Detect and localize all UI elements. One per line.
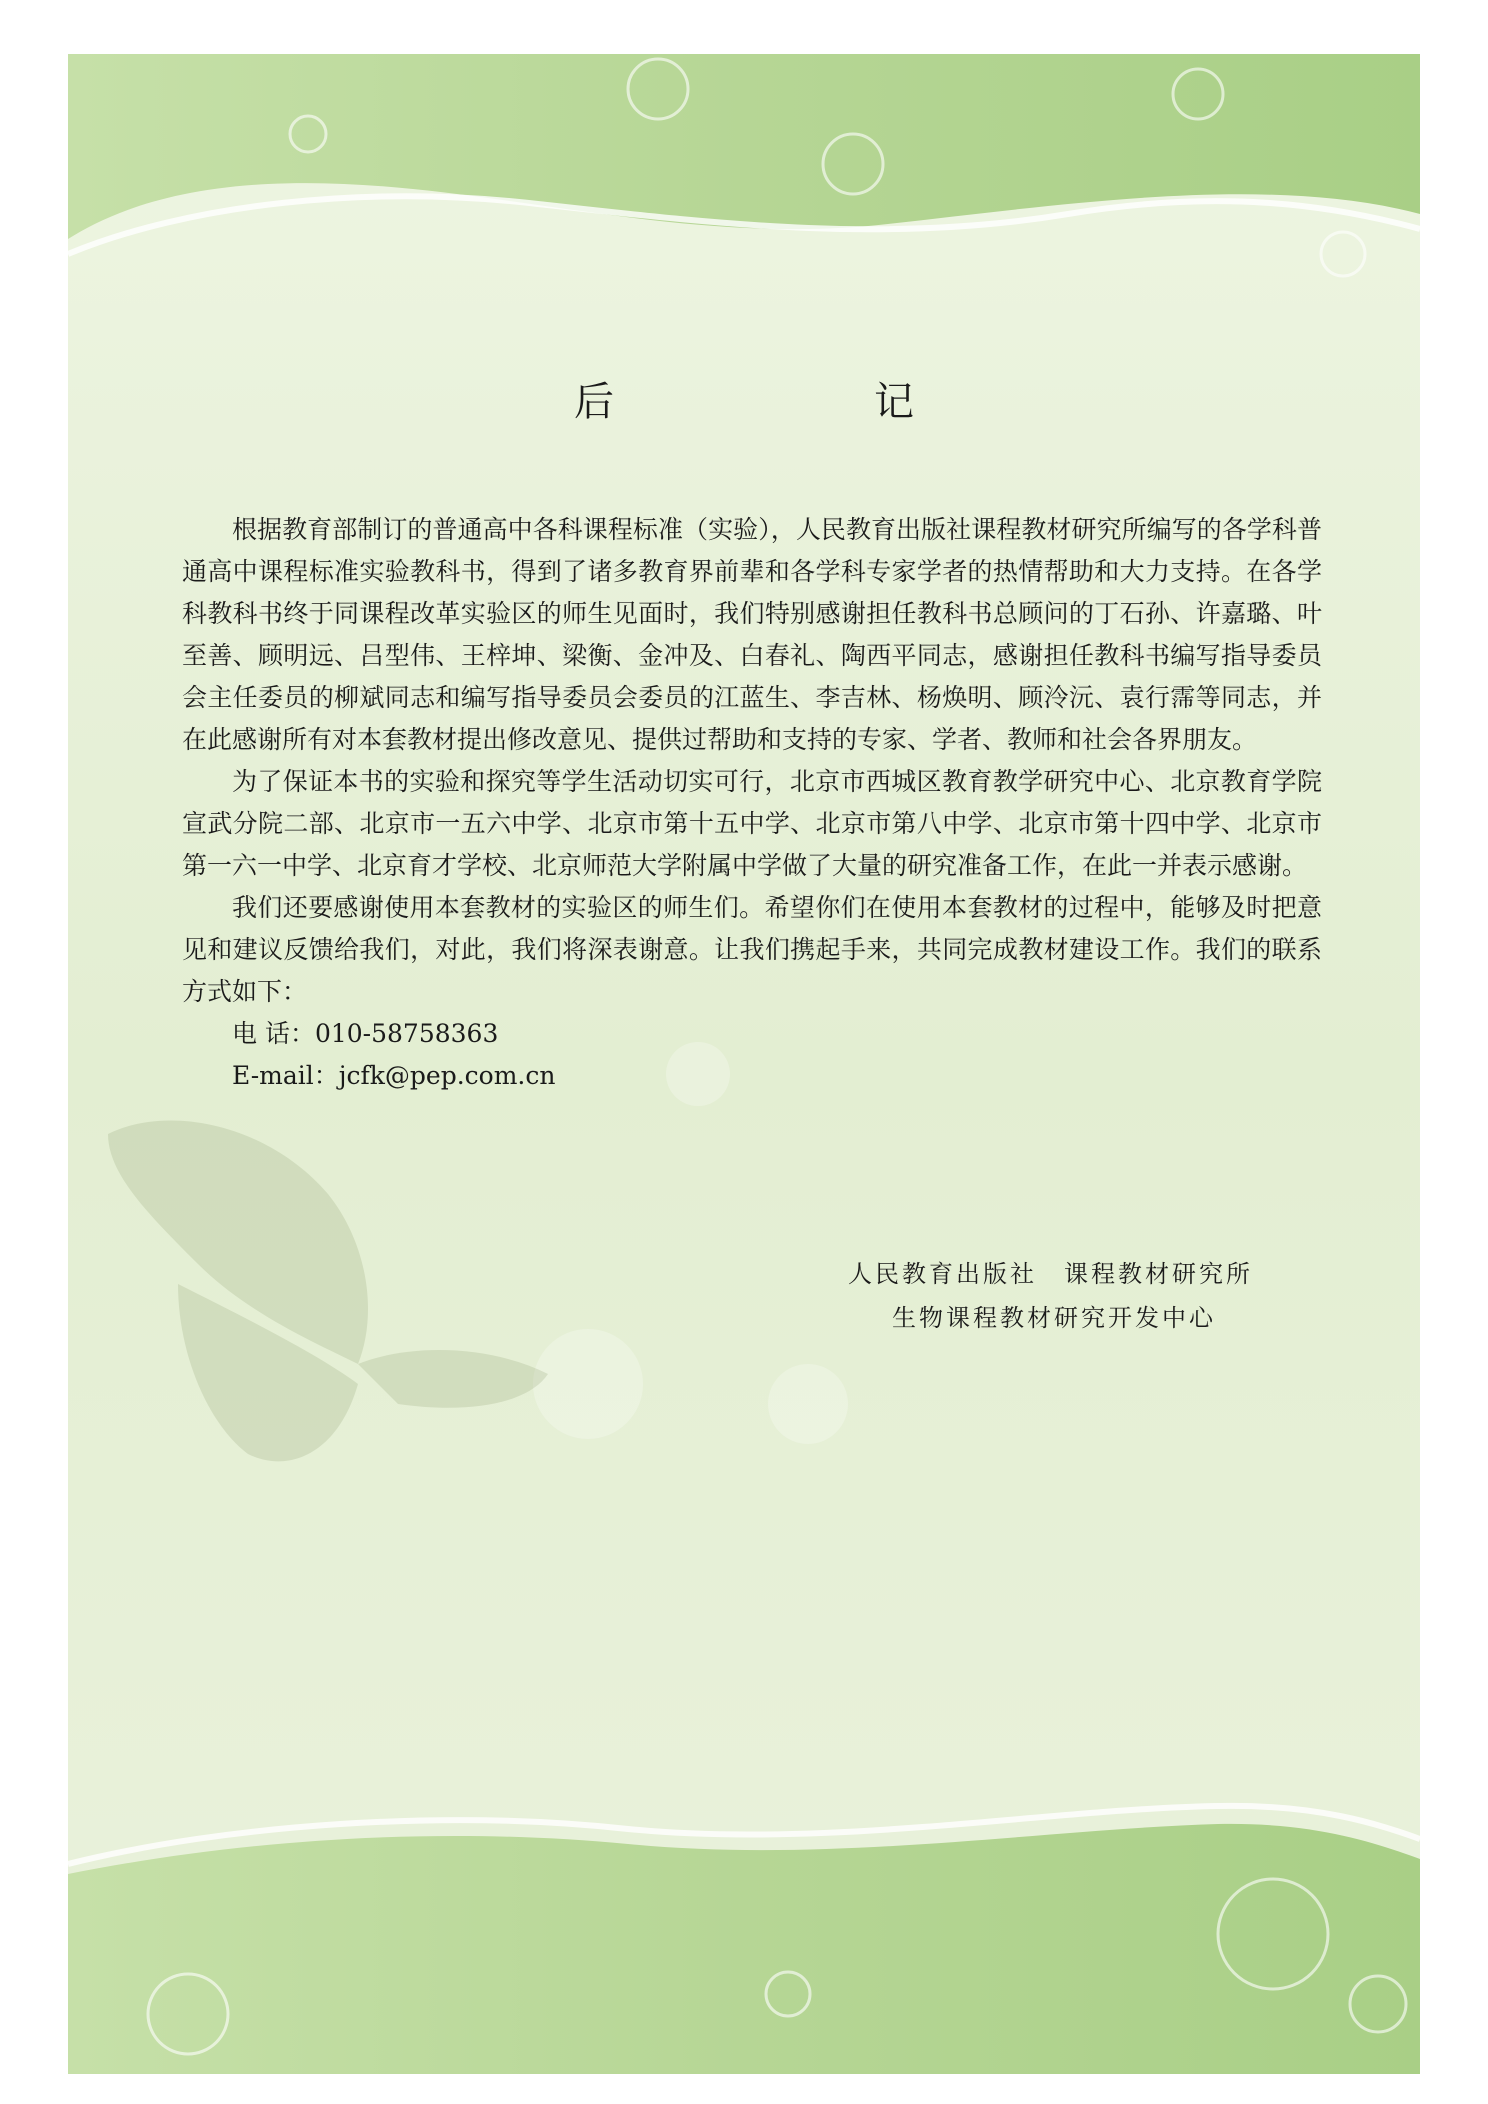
signature-block [848,1252,1308,1340]
paragraph-feedback: 我们还要感谢使用本套教材的实验区的师生们。希望你们在使用本套教材的过程中，能够及时把意见和建议反馈给我们，对此，我们将深表谢意。让我们携起手来，共同完成教材建设工作。我们的联系方式如下： [182,893,1322,1006]
document-body [68,54,1420,2074]
paragraph-acknowledgement: 根据教育部制订的普通高中各科课程标准（实验），人民教育出版社课程教材研究所编写的各学科普通高中课程标准实验教科书，得到了诸多教育界前辈和各学科专家学者的热情帮助和大力支持。在各学科教科书终于同课程改革实验区的师生见面时，我们特别感谢担任教科书总顾问的丁石孙、许嘉璐、叶至善、顾明远、吕型伟、王梓坤、梁衡、金冲及、白春礼、陶西平同志，感谢担任教科书编写指导委员会主任委员的柳斌同志和编写指导委员会委员的江蓝生、李吉林、杨焕明、顾泠沅、袁行霈等同志，并在此感谢所有对本套教材提出修改意见、提供过帮助和支持的专家、学者、教师和社会各界朋友。 [182,515,1322,754]
main-text [182,509,1322,1097]
contact-phone: 电 话：010-58758363 [232,1019,499,1048]
signature-center: 生物课程教材研究开发中心 [892,1304,1216,1332]
page [68,54,1420,2074]
contact-email: E-mail：jcfk@pep.com.cn [232,1061,556,1090]
page-title: 后 记 [574,379,974,425]
signature-publisher: 人民教育出版社 课程教材研究所 [848,1260,1253,1288]
paragraph-schools: 为了保证本书的实验和探究等学生活动切实可行，北京市西城区教育教学研究中心、北京教育学院宣武分院二部、北京市一五六中学、北京市第十五中学、北京市第八中学、北京市第十四中学、北京市第一六一中学、北京育才学校、北京师范大学附属中学做了大量的研究准备工作，在此一并表示感谢。 [182,767,1322,880]
